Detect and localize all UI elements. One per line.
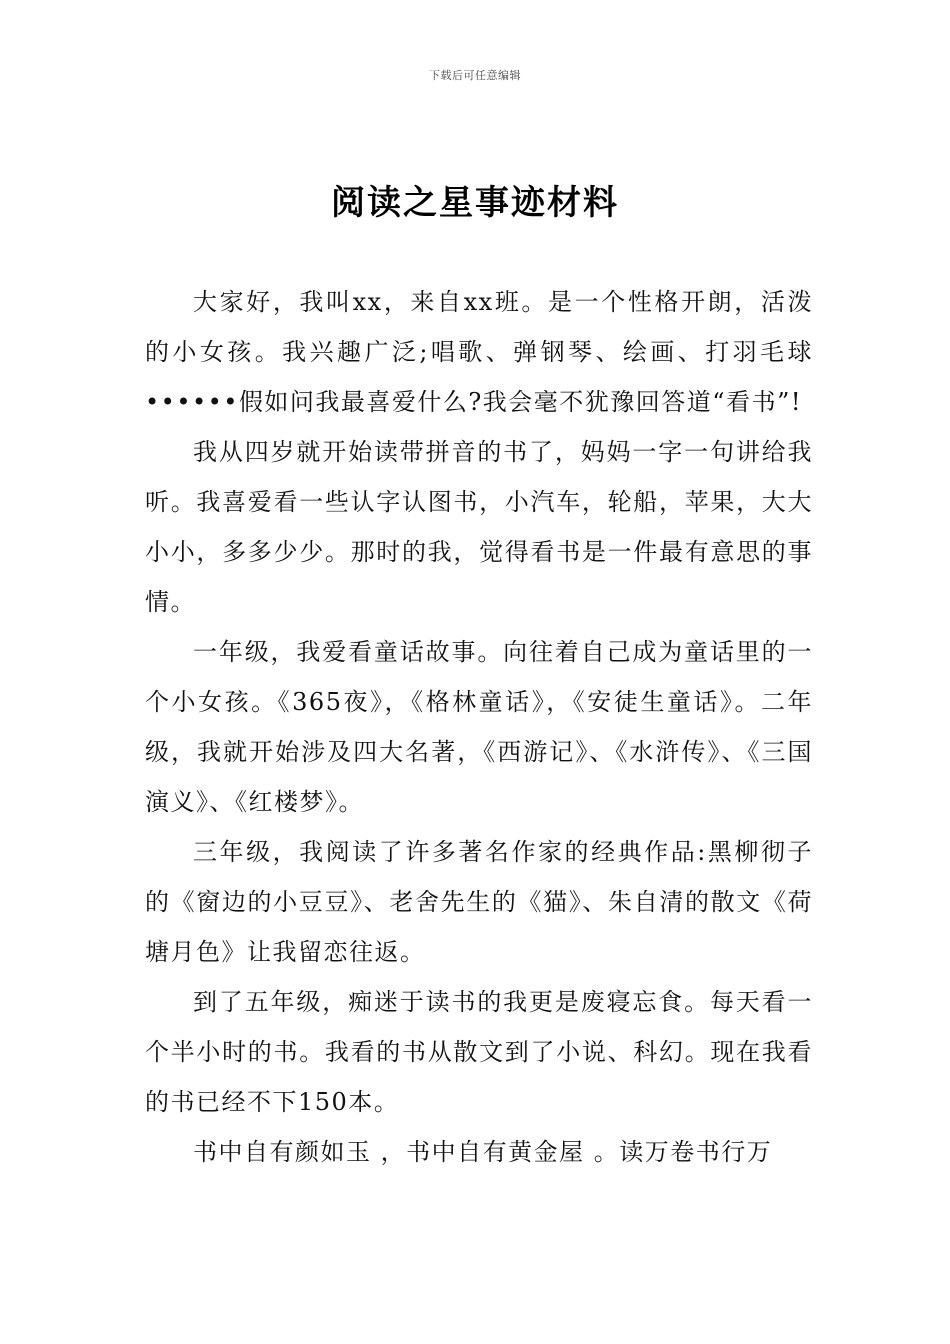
header-note: 下载后可任意编辑 (429, 69, 521, 82)
paragraph: 大家好，我叫xx，来自xx班。是一个性格开朗，活泼的小女孩。我兴趣广泛;唱歌、弹钢琴、绘画、打羽毛球••••••假如问我最喜爱什么?我会毫不犹豫回答道“看书”! (145, 288, 813, 416)
paragraph: 书中自有颜如玉 ，书中自有黄金屋 。读万卷书行万 (193, 1138, 773, 1166)
paragraph: 一年级，我爱看童话故事。向往着自己成为童话里的一个小女孩。《365夜》，《格林童话》，《安徒生童话》。二年级，我就开始涉及四大名著，《西游记》、《水浒传》、《三国演义》、《红楼梦》。 (145, 638, 813, 816)
document-title: 阅读之星事迹材料 (331, 183, 619, 223)
document-body (145, 277, 813, 1177)
paragraph: 我从四岁就开始读带拼音的书了，妈妈一字一句讲给我听。我喜爱看一些认字认图书，小汽车，轮船，苹果，大大小小，多多少少。那时的我，觉得看书是一件最有意思的事情。 (145, 438, 813, 616)
paragraph: 三年级，我阅读了许多著名作家的经典作品:黑柳彻子的《窗边的小豆豆》、老舍先生的《猫》、朱自清的散文《荷塘月色》让我留恋往返。 (145, 838, 813, 966)
paragraph: 到了五年级，痴迷于读书的我更是废寝忘食。每天看一个半小时的书。我看的书从散文到了小说、科幻。现在我看的书已经不下150本。 (145, 988, 813, 1116)
